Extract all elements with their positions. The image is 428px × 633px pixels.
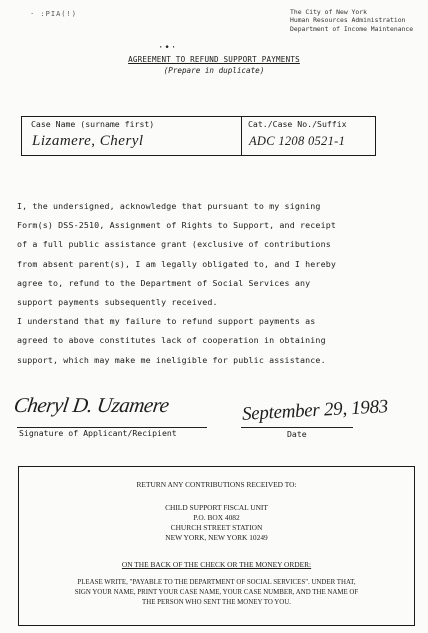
instruction-line: THE PERSON WHO SENT THE MONEY TO YOU.: [142, 599, 291, 606]
document-subtitle: (Prepare in duplicate): [163, 66, 265, 75]
agency-line-city: The City of New York: [290, 8, 367, 16]
address-line: P.O. BOX 4082: [193, 513, 240, 522]
case-number-label: Cat./Case No./Suffix: [248, 119, 347, 129]
mailing-address: [19, 503, 414, 543]
address-line: CHILD SUPPORT FISCAL UNIT: [165, 503, 268, 512]
agreement-line: support, which may make me ineligible for public assistance.: [17, 354, 326, 365]
agreement-line: Form(s) DSS-2510, Assignment of Rights to Support, and receipt: [17, 220, 336, 231]
address-line: CHURCH STREET STATION: [170, 523, 263, 532]
case-info-box: [21, 116, 376, 156]
case-name-value: Lizamere, Cheryl: [32, 133, 144, 149]
return-heading: RETURN ANY CONTRIBUTIONS RECEIVED TO:: [136, 480, 297, 489]
agreement-text: [17, 197, 417, 370]
agreement-line: support payments subsequently received.: [17, 297, 218, 308]
case-box-divider: [241, 117, 242, 155]
agreement-line: I, the undersigned, acknowledge that pursuant to my signing: [17, 201, 321, 211]
agreement-line: I understand that my failure to refund support payments as: [17, 316, 316, 327]
agency-line-dept: Department of Income Maintenance: [290, 24, 414, 33]
case-name-label: Case Name (surname first): [31, 119, 155, 129]
signature-label: Signature of Applicant/Recipient: [19, 428, 177, 438]
back-of-check-heading: ON THE BACK OF THE CHECK OR THE MONEY ORDER:: [121, 560, 312, 569]
payment-instructions-box: [18, 466, 415, 626]
check-instructions: [19, 578, 414, 608]
agreement-line: of a full public assistance grant (exclusive of contributions: [17, 239, 331, 250]
case-number-value: ADC 1208 0521-1: [249, 134, 346, 148]
decorative-dots: ·•·: [158, 43, 178, 53]
header-smudge: · :PIA(!): [30, 10, 77, 18]
agreement-line: from absent parent(s), I am legally obligated to, and I hereby: [17, 258, 336, 269]
applicant-signature: Cheryl D. Uzamere: [12, 393, 171, 417]
instruction-line: PLEASE WRITE, "PAYABLE TO THE DEPARTMENT OF SOCIAL SERVICES". UNDER THAT,: [77, 579, 356, 586]
document-title: AGREEMENT TO REFUND SUPPORT PAYMENTS: [128, 55, 300, 64]
address-line: NEW YORK, NEW YORK 10249: [165, 533, 268, 542]
handwritten-date: September 29, 1983: [241, 396, 389, 425]
agency-line-hra: Human Resources Administration: [290, 16, 406, 25]
agreement-line: agreed to above constitutes lack of cooperation in obtaining: [17, 335, 326, 346]
agreement-line: agree to, refund to the Department of Social Services any: [17, 277, 311, 288]
date-label: Date: [287, 429, 307, 439]
agency-header: [290, 8, 413, 33]
date-line: [241, 427, 353, 428]
instruction-line: SIGN YOUR NAME, PRINT YOUR CASE NAME, YOUR CASE NUMBER, AND THE NAME OF: [74, 589, 359, 596]
